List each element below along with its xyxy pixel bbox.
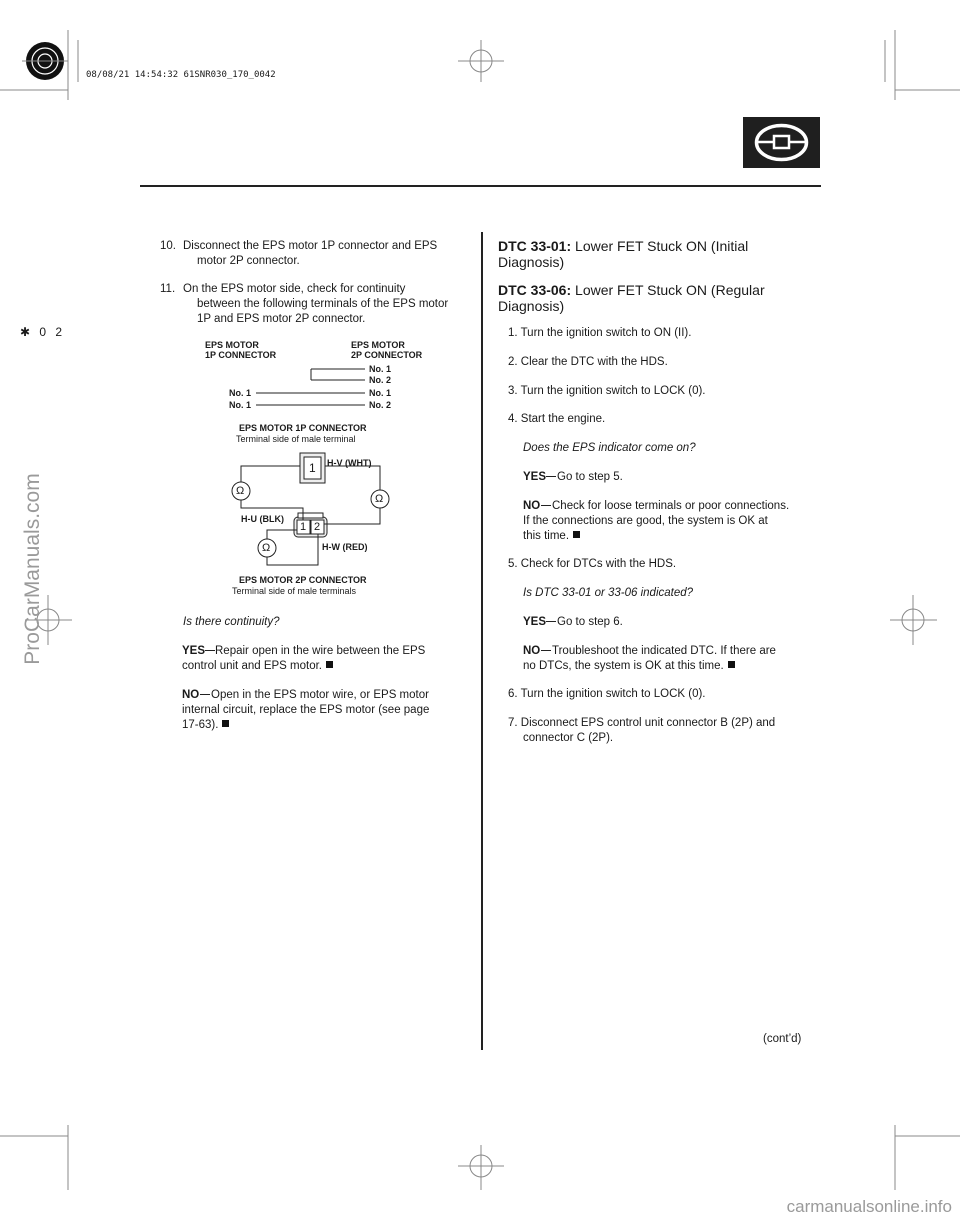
conn-2p-title: EPS MOTOR 2P CONNECTOR (239, 575, 367, 585)
q2-no-text-2 (523, 659, 735, 673)
wire-hv-label: H-V (WHT) (327, 458, 372, 468)
dash (541, 505, 551, 506)
watermark-bottom: carmanualsonline.info (786, 1197, 952, 1216)
pin-2p-b: 2 (314, 521, 321, 533)
connector-diagram (0, 0, 480, 600)
q1-no-text-2: If the connections are good, the system is OK at (523, 515, 768, 527)
step-11-text: On the EPS motor side, check for continuity (183, 283, 406, 295)
q1-yes-label: YES (523, 471, 547, 483)
r-step-7: 7. Disconnect EPS control unit connector B (2P) and (508, 717, 776, 729)
q2-no-text-2-content: no DTCs, the system is OK at this time. (523, 660, 724, 672)
wire-hw-label: H-W (RED) (322, 542, 368, 552)
no-text-1: Open in the EPS motor wire, or EPS motor (211, 689, 429, 701)
dtc-title-2-cont: Diagnosis) (498, 298, 565, 314)
step-11-text-2: between the following terminals of the EPS motor (197, 298, 449, 310)
column-divider (481, 232, 483, 1050)
r-step-6: 6. Turn the ignition switch to LOCK (0). (508, 688, 706, 700)
q1-no-text-1: Check for loose terminals or poor connections. (552, 500, 790, 512)
q1-no-text-3 (523, 529, 580, 543)
r-step-7-cont: connector C (2P). (523, 732, 614, 744)
dtc-title-1-cont: Diagnosis) (498, 254, 565, 270)
conn-1p-subtitle: Terminal side of male terminal (236, 434, 356, 444)
dtc-title-1: Lower FET Stuck ON (Initial (575, 238, 749, 254)
yes-text-2-content: control unit and EPS motor. (182, 660, 322, 672)
q2-yes-label: YES (523, 616, 547, 628)
steering-section-badge (743, 117, 820, 168)
pin-1p: 1 (309, 461, 316, 475)
end-mark-icon (326, 661, 333, 668)
q1-yes-text: Go to step 5. (557, 471, 623, 483)
yes-label: YES (182, 645, 206, 657)
yes-text-2 (182, 659, 333, 673)
dash (546, 621, 556, 622)
table-r4-2p: No. 2 (369, 400, 392, 410)
steering-wheel-icon (743, 117, 820, 168)
step-10-number: 10. (160, 240, 176, 252)
q2-yes-text: Go to step 6. (557, 616, 623, 628)
dash (546, 476, 556, 477)
dash (200, 694, 210, 695)
r-step-5: 5. Check for DTCs with the HDS. (508, 558, 677, 570)
print-stamp: 08/08/21 14:54:32 61SNR030_170_0042 (86, 70, 276, 80)
end-mark-icon (728, 661, 735, 668)
dtc-code-2: DTC 33-06: (498, 282, 572, 298)
table-col-1p: EPS MOTOR 1P CONNECTOR (205, 340, 277, 360)
dtc-code-1: DTC 33-01: (498, 238, 572, 254)
step-10-text-2: motor 2P connector. (197, 255, 300, 267)
ohm-icon: Ω (236, 485, 245, 497)
step-11-text-3: 1P and EPS motor 2P connector. (197, 313, 366, 325)
r-step-3: 3. Turn the ignition switch to LOCK (0). (508, 385, 706, 397)
dash (541, 650, 551, 651)
no-text-3 (182, 718, 229, 732)
r-step-2: 2. Clear the DTC with the HDS. (508, 356, 668, 368)
q2-no-label: NO (523, 645, 541, 657)
no-text-2: internal circuit, replace the EPS motor (see page (182, 704, 430, 716)
pin-2p-a: 1 (300, 521, 307, 533)
table-col-2p: EPS MOTOR 2P CONNECTOR (351, 340, 423, 360)
r-step-1: 1. Turn the ignition switch to ON (II). (508, 327, 692, 339)
conn-1p-title: EPS MOTOR 1P CONNECTOR (239, 423, 367, 433)
dtc-heading-2 (498, 282, 765, 298)
dash (205, 650, 215, 651)
table-r2-2p: No. 2 (369, 375, 392, 385)
dtc-title-2: Lower FET Stuck ON (Regular (575, 282, 765, 298)
q1-no-label: NO (523, 500, 541, 512)
step-11-number: 11. (160, 283, 176, 295)
dtc-heading-1 (498, 238, 748, 254)
r-step-4: 4. Start the engine. (508, 413, 606, 425)
table-r3-2p: No. 1 (369, 388, 392, 398)
margin-mark: ✱ 0 2 (20, 325, 66, 339)
step-10-text: Disconnect the EPS motor 1P connector and EPS (183, 240, 438, 252)
ohm-icon: Ω (375, 493, 384, 505)
wire-hu-label: H-U (BLK) (241, 514, 284, 524)
table-r1-2p: No. 1 (369, 364, 392, 374)
conn-2p-subtitle: Terminal side of male terminals (232, 586, 357, 596)
question-dtc-indicated: Is DTC 33-01 or 33-06 indicated? (523, 587, 694, 599)
ohm-icon: Ω (262, 542, 271, 554)
q1-no-text-3-content: this time. (523, 530, 570, 542)
continued-label: (cont’d) (763, 1033, 802, 1045)
question-eps-indicator: Does the EPS indicator come on? (523, 442, 696, 454)
end-mark-icon (573, 531, 580, 538)
table-r4-1p: No. 1 (229, 400, 252, 410)
yes-text-1: Repair open in the wire between the EPS (215, 645, 426, 657)
watermark-side: ProCarManuals.com (21, 473, 44, 665)
end-mark-icon (222, 720, 229, 727)
table-r3-1p: No. 1 (229, 388, 252, 398)
q2-no-text-1: Troubleshoot the indicated DTC. If there are (552, 645, 776, 657)
no-text-3-content: 17-63). (182, 719, 219, 731)
no-label: NO (182, 689, 200, 701)
question-continuity: Is there continuity? (183, 616, 280, 628)
